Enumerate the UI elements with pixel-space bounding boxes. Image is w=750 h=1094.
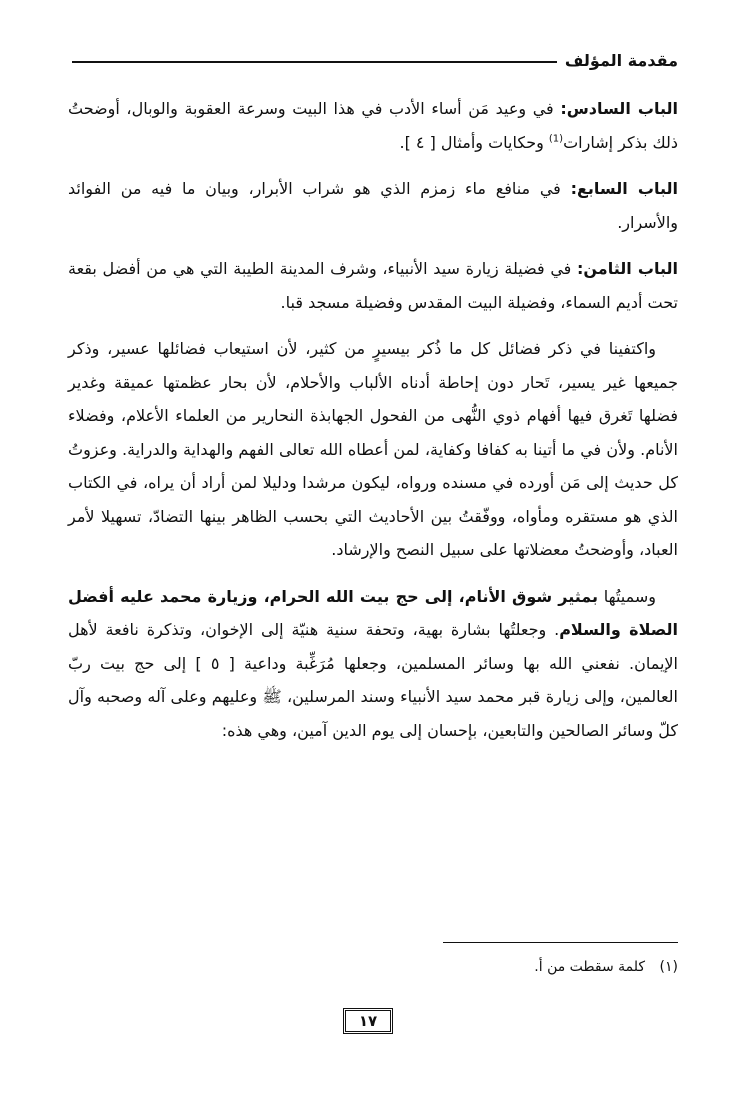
chapter-7-text: في منافع ماء زمزم الذي هو شراب الأبرار، وبيان ما فيه من الفوائد والأسرار.	[68, 179, 678, 232]
footnote-rule	[443, 942, 678, 943]
header-title: مقدمة المؤلف	[564, 51, 678, 70]
footnote-marker: (1)	[548, 133, 564, 145]
sufficiency-text: واكتفينا في ذكر فضائل كل ما ذُكر بيسيرٍ من كثير، لأن استيعاب فضائلها عسير، وذكر جميعها غير يسير، تَحار دون إحاطة أدناه الألباب والأحلام، لأن بحار عظمتها عميقة وغدير فضلها تَغرق فيها أفهام ذوي النُّهى من الفحول الجهابذة النحارير من العلماء الأعلام، وفضلاء الأنام. ولأن في ما أتينا به كفافا وكفاية، لمن أعطاه الله تعالى الفهم والهداية والدراية. وعزوتُ كل حديث إلى مَن أورده في مسنده ورواه، ليكون مرشدا ودليلا لمن أراد أن يراه، في الكتاب الذي هو مستقره ومأواه، ووفّقتُ بين الأحاديث التي بحسب الظاهر بينها التضادّ، تسهيلا لأمر العباد، وأوضحتُ معضلاتها على سبيل النصح والإرشاد.	[68, 339, 678, 559]
book-title: بمثير شوق الأنام، إلى حج بيت الله الحرام، وزيارة محمد عليه أفضل الصلاة والسلام	[68, 586, 678, 639]
chapter-8-heading: الباب الثامن:	[577, 259, 679, 278]
chapter-6-text: في وعيد مَن أساء الأدب في هذا البيت وسرعة العقوبة والوبال، أوضحتُ ذلك بذكر إشارات	[68, 99, 678, 152]
paragraph-chapter-6	[68, 92, 678, 159]
footnote-text: كلمة سقطت من أ.	[534, 959, 646, 975]
footnote-number: (١)	[659, 959, 678, 975]
chapter-6-tail: وحكايات وأمثال [ ٤ ].	[399, 132, 549, 152]
footnote	[72, 956, 678, 978]
naming-text: . وجعلتُها بشارة بهية، وتحفة سنية هنيّة إلى الإخوان، وتذكرة نافعة لأهل الإيمان. نفعني الله بها وسائر المسلمين، وجعلها مُرَغِّبة وداعية [ ٥ ] إلى حج بيت ربّ العالمين، وإلى زيارة قبر محمد سيد الأنبياء وسند المرسلين، ﷺ وعليهم وعلى آله وصحبه وآل كلّ وسائر الصالحين والتابعين، بإحسان إلى يوم الدين آمين، وهي هذه:	[68, 620, 679, 740]
running-header	[72, 42, 678, 70]
paragraph-chapter-7	[68, 172, 678, 239]
header-rule	[72, 61, 557, 63]
naming-pre: وسميتُها	[598, 586, 657, 606]
body-text	[68, 92, 678, 760]
page-number: ١٧	[343, 1008, 393, 1034]
chapter-8-text: في فضيلة زيارة سيد الأنبياء، وشرف المدينة الطيبة التي هي من أفضل بقعة تحت أديم السماء، وفضيلة البيت المقدس وفضيلة مسجد قبا.	[68, 259, 678, 312]
paragraph-sufficiency	[68, 332, 678, 567]
chapter-7-heading: الباب السابع:	[570, 179, 678, 198]
paragraph-chapter-8	[68, 252, 678, 319]
chapter-6-heading: الباب السادس:	[560, 99, 679, 118]
paragraph-naming	[68, 580, 678, 748]
